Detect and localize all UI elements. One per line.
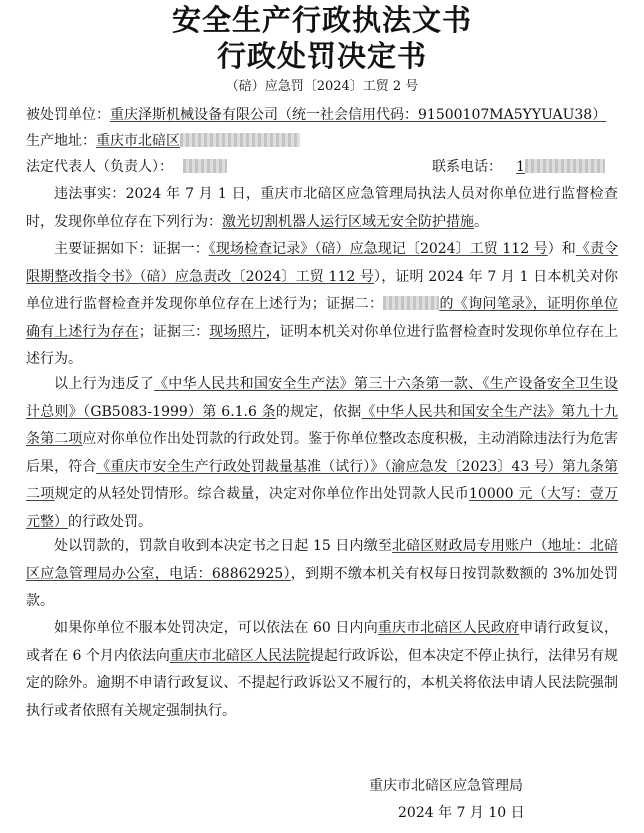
- payment-text: 处以罚款的，罚款自收到本决定书之日起 15 日内缴至: [54, 538, 392, 554]
- basis-text-3: 规定的从轻处罚情形。综合裁量，决定对你单位作出处罚款人民币: [54, 486, 469, 502]
- evidence-three-label: ；证据三：: [138, 323, 210, 340]
- address-value: 重庆市北碚区: [96, 133, 180, 149]
- evidence-order: 《责令限期整改指令书》（碚）应急责改〔2024〕工贸 112 号: [26, 241, 619, 285]
- evidence-end: ，证明本机关对你单位进行监督检查时发现你单位存在上述行为。: [26, 323, 619, 367]
- address-label: 生产地址：: [26, 133, 96, 149]
- basis-text-2: 应对你单位作出处罚款的行政处罚。鉴于你单位整改态度积极，主动消除违法行为危害后果，符合: [26, 431, 618, 475]
- credit-suffix: ）: [592, 107, 607, 123]
- appeal-court: 重庆市北碚区人民法院: [169, 647, 310, 664]
- violation-behavior: 激光切割机器人运行区域无安全防护措施: [222, 213, 474, 230]
- basis-discretion-standard: 《重庆市安全生产行政处罚裁量基准（试行）》（渝应急发〔2023〕43 号）第九条第二项: [26, 458, 618, 502]
- basis-text: 的规定，依据: [275, 403, 362, 420]
- appeal-text: 如果你单位不服本处罚决定，可以依法在 60 日内向: [54, 620, 378, 636]
- unit-name: 重庆泽斯机械设备有限公司: [110, 107, 278, 123]
- evidence-one: 《现场检查记录》（碚）应急现记〔2024〕工贸 112 号: [208, 241, 548, 257]
- evidence-text: ），证明 2024 年 7 月 1 日本机关对你单位进行监督检查并发现你单位存在上述行为；证据二：: [26, 268, 618, 312]
- evidence-intro: 主要证据如下：证据一：: [54, 241, 209, 257]
- basis-law-violated: 《中华人民共和国安全生产法》第三十六条第一款、《生产设备安全卫生设计总则》（GB5083-1999）第 6.1.6 条: [26, 376, 619, 420]
- penalty-amount: 10000 元（大写：壹万元整）: [26, 486, 619, 530]
- legal-rep-line: [26, 157, 227, 177]
- appeal-text-2: 申请行政复议，或者在 6 个月内依法向: [26, 620, 618, 664]
- phone-prefix: 1: [516, 159, 525, 175]
- appeal-end: 提起行政诉讼，但本决定不停止执行，法律另有规定的除外。逾期不申请行政复议、不提起行政诉讼又不履行的，本机关将依法申请人民法院强制执行或者依照有关规定强制执行。: [26, 647, 618, 719]
- issue-date: 2024 年 7 月 10 日: [398, 805, 525, 821]
- address-line: [26, 131, 300, 151]
- violation-end: 。: [474, 213, 488, 230]
- legal-rep-label: 法定代表人（负责人）：: [26, 159, 173, 175]
- document-subtitle: 行政处罚决定书: [216, 39, 427, 73]
- appeal-government: 重庆市北碚区人民政府: [377, 620, 520, 636]
- unit-label: 被处罚单位：: [26, 107, 110, 123]
- evidence-two: 的《询问笔录》，证明你单位确有上述行为存在: [26, 296, 619, 340]
- address-redaction: [180, 133, 300, 147]
- issuing-organization: 重庆市北碚区应急管理局: [369, 778, 523, 794]
- penalized-unit-line: [26, 105, 606, 125]
- basis-end: 的行政处罚。: [68, 513, 152, 530]
- paragraph-payment: [26, 533, 618, 616]
- paragraph-evidence: [26, 236, 618, 374]
- basis-intro: 以上行为违反了: [54, 376, 154, 392]
- phone-line: [516, 157, 605, 177]
- evidence-and: ）和: [547, 241, 576, 257]
- phone-redaction: [525, 159, 605, 173]
- document-title: 安全生产行政执法文书: [171, 3, 472, 37]
- paragraph-violation: [26, 181, 618, 236]
- credit-prefix: （统一社会信用代码：: [278, 107, 418, 123]
- credit-code: 91500107MA5YYUAU38: [418, 107, 593, 123]
- phone-label: 联系电话：: [432, 159, 502, 175]
- document-number: （碚）应急罚〔2024〕工贸 2 号: [225, 79, 419, 94]
- violation-text: 违法事实：2024 年 7 月 1 日，重庆市北碚区应急管理局执法人员对你单位进行监督检查时，发现你单位存在下列行为：: [26, 186, 618, 230]
- basis-penalty-law: 《中华人民共和国安全生产法》第九十九条第二项: [26, 403, 619, 447]
- payment-end: ，到期不缴本机关有权每日按罚款数额的 3%加处罚款。: [26, 565, 618, 609]
- evidence-redaction: [383, 296, 439, 310]
- paragraph-appeal: [26, 615, 618, 725]
- evidence-three: 现场照片: [209, 323, 266, 340]
- payment-account: 北碚区财政局专用账户（地址：北碚区应急管理局办公室，电话：68862925）: [26, 538, 618, 582]
- paragraph-basis: [26, 371, 618, 536]
- legal-rep-redaction: [183, 159, 227, 173]
